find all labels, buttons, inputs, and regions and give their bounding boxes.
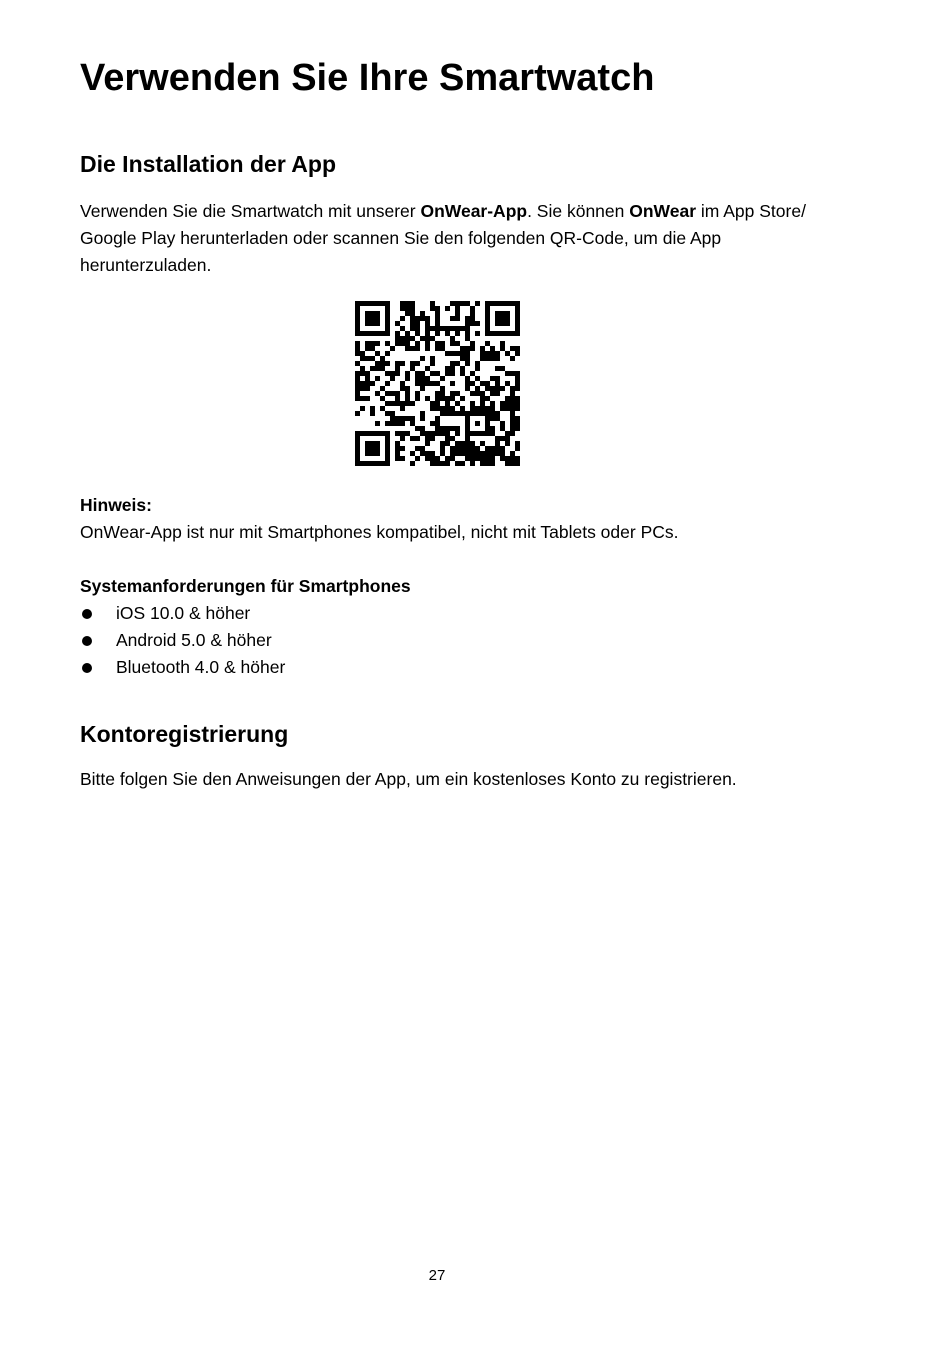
list-item [80, 600, 285, 627]
requirements-title: Systemanforderungen für Smartphones [80, 576, 411, 596]
list-item [80, 627, 285, 654]
intro-brand-name: OnWear [629, 201, 697, 221]
requirement-android: Android 5.0 & höher [116, 630, 272, 650]
note-text: OnWear-App ist nur mit Smartphones kompatibel, nicht mit Tablets oder PCs. [80, 522, 679, 542]
installation-paragraph [80, 198, 820, 279]
intro-text-1: Verwenden Sie die Smartwatch mit unserer [80, 201, 421, 221]
page-title: Verwenden Sie Ihre Smartwatch [80, 57, 655, 99]
note-label: Hinweis: [80, 495, 152, 515]
intro-text-2: . Sie können [527, 201, 630, 221]
intro-text-3: im App Store/ Google Play herunterladen oder scannen Sie den folgenden QR-Code, um die App herunterzuladen. [80, 201, 806, 275]
bullet-icon [82, 609, 92, 619]
requirements-list [80, 600, 285, 681]
qr-code-modules [355, 301, 520, 466]
qr-code-icon [355, 300, 520, 467]
bullet-icon [82, 636, 92, 646]
requirement-bluetooth: Bluetooth 4.0 & höher [116, 657, 286, 677]
list-item [80, 654, 285, 681]
account-paragraph: Bitte folgen Sie den Anweisungen der App, um ein kostenloses Konto zu registrieren. [80, 769, 737, 789]
section-heading-account: Kontoregistrierung [80, 721, 289, 747]
bullet-icon [82, 663, 92, 673]
page-number: 27 [428, 1267, 446, 1284]
section-heading-installation: Die Installation der App [80, 151, 337, 177]
requirement-ios: iOS 10.0 & höher [116, 603, 251, 623]
intro-app-name: OnWear-App [420, 201, 528, 221]
